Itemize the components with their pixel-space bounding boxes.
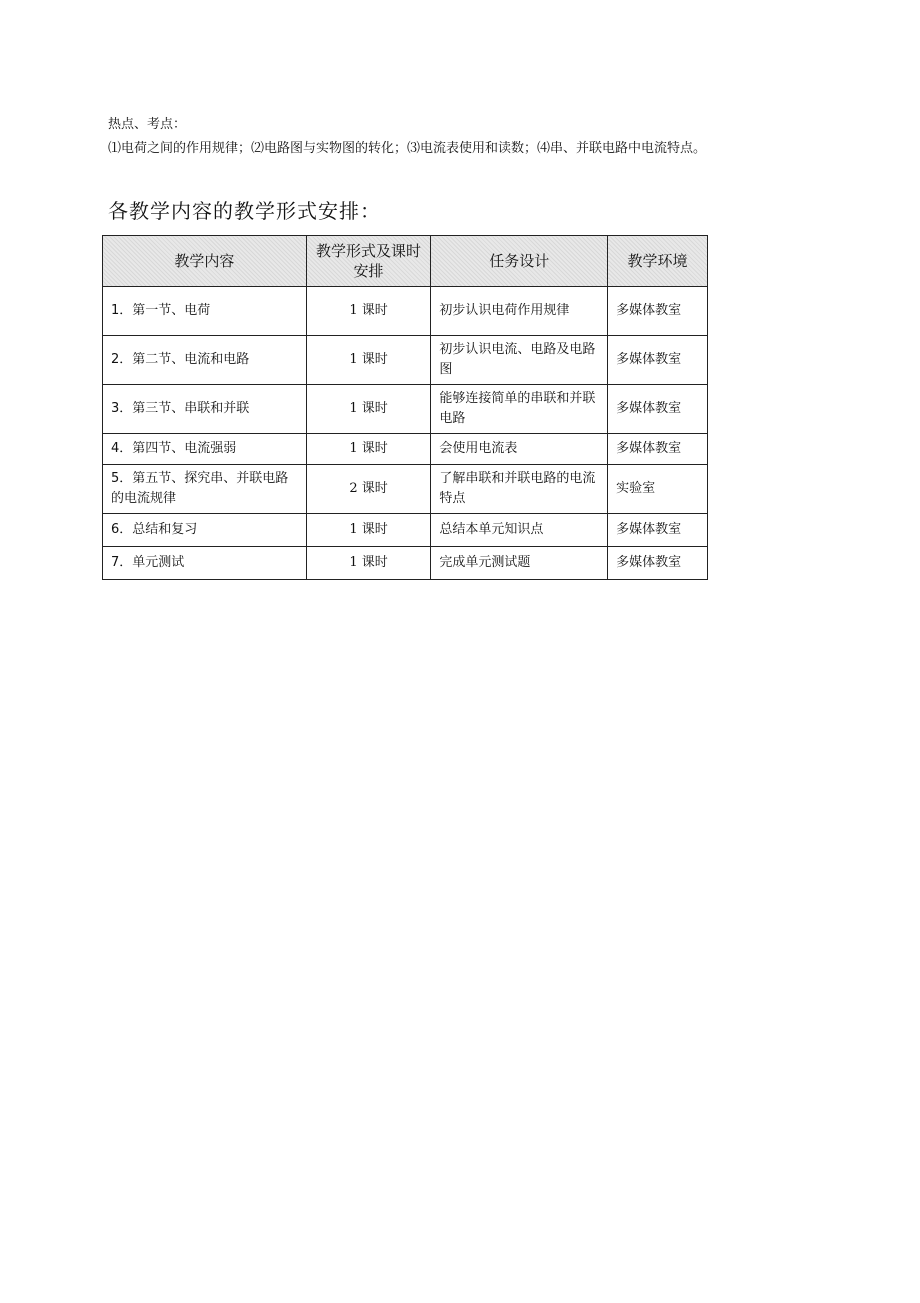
table-row [103, 336, 708, 385]
cell-hours: 1 课时 [306, 514, 431, 547]
table-row [103, 514, 708, 547]
cell-task: 初步认识电荷作用规律 [431, 287, 608, 336]
cell-env: 实验室 [608, 465, 708, 514]
cell-hours: 1 课时 [306, 434, 431, 465]
table-row [103, 385, 708, 434]
cell-hours: 1 课时 [306, 336, 431, 385]
cell-env: 多媒体教室 [608, 287, 708, 336]
cell-hours: 1 课时 [306, 287, 431, 336]
cell-env: 多媒体教室 [608, 514, 708, 547]
cell-content: 2．第二节、电流和电路 [103, 336, 307, 385]
cell-task: 会使用电流表 [431, 434, 608, 465]
cell-env: 多媒体教室 [608, 547, 708, 580]
cell-task: 能够连接简单的串联和并联电路 [431, 385, 608, 434]
cell-task: 初步认识电流、电路及电路图 [431, 336, 608, 385]
section-title: 各教学内容的教学形式安排： [108, 199, 381, 223]
cell-hours: 1 课时 [306, 547, 431, 580]
table-row [103, 287, 708, 336]
cell-hours: 1 课时 [306, 385, 431, 434]
cell-hours: 2 课时 [306, 465, 431, 514]
hotspots-text: ⑴电荷之间的作用规律；⑵电路图与实物图的转化；⑶电流表使用和读数；⑷串、并联电路中电流特点。 [108, 141, 707, 156]
cell-content: 5．第五节、探究串、并联电路的电流规律 [103, 465, 307, 514]
cell-task: 完成单元测试题 [431, 547, 608, 580]
cell-task: 总结本单元知识点 [431, 514, 608, 547]
cell-env: 多媒体教室 [608, 336, 708, 385]
table-row [103, 547, 708, 580]
cell-content: 1．第一节、电荷 [103, 287, 307, 336]
cell-content: 7．单元测试 [103, 547, 307, 580]
header-form-hours: 教学形式及课时安排 [306, 236, 431, 287]
table-header-row [103, 236, 708, 287]
header-content: 教学内容 [103, 236, 307, 287]
header-env: 教学环境 [608, 236, 708, 287]
cell-content: 3．第三节、串联和并联 [103, 385, 307, 434]
cell-content: 4．第四节、电流强弱 [103, 434, 307, 465]
table-row [103, 465, 708, 514]
cell-task: 了解串联和并联电路的电流特点 [431, 465, 608, 514]
hotspots-label: 热点、考点： [108, 117, 187, 132]
header-task: 任务设计 [431, 236, 608, 287]
cell-env: 多媒体教室 [608, 434, 708, 465]
table-row [103, 434, 708, 465]
cell-env: 多媒体教室 [608, 385, 708, 434]
teaching-arrangement-table [102, 235, 708, 580]
cell-content: 6．总结和复习 [103, 514, 307, 547]
